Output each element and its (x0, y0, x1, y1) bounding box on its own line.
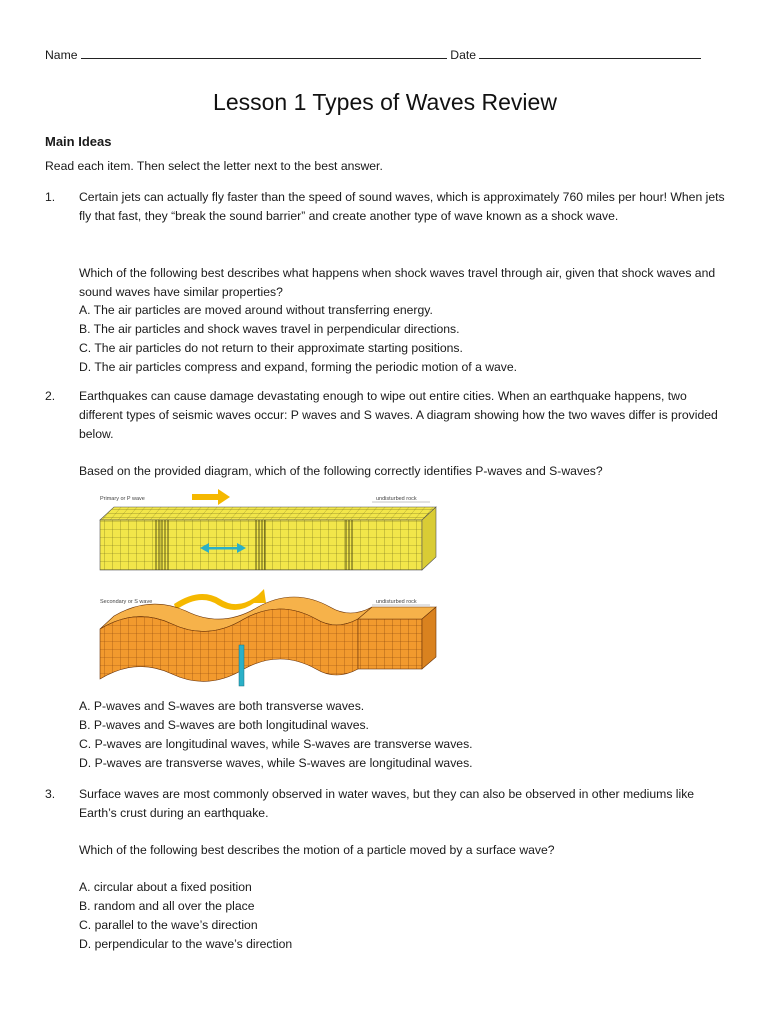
choice-3c[interactable]: C. parallel to the wave’s direction (79, 918, 258, 932)
date-label: Date (450, 48, 477, 62)
choice-1d[interactable]: D. The air particles compress and expand, forming the periodic motion of a wave. (79, 360, 518, 374)
choice-2c[interactable]: C. P-waves are longitudinal waves, while S-waves are transverse waves. (79, 737, 473, 751)
s-wave-label: Secondary or S wave (100, 599, 153, 605)
p-propagation-arrow-icon (192, 489, 230, 505)
instructions: Read each item. Then select the letter next to the best answer. (45, 159, 383, 173)
page-title: Lesson 1 Types of Waves Review (213, 89, 557, 115)
question-3-text: Surface waves are most commonly observed in water waves, but they can also be observed in other mediums like Earth’s crust during an earthquake. (79, 787, 695, 820)
date-field[interactable] (479, 47, 701, 59)
s-particle-motion-arrow-icon (239, 645, 244, 686)
question-2-number: 2. (45, 389, 56, 403)
question-1-prompt: Which of the following best describes what happens when shock waves travel through air, given that shock waves and sound waves have similar properties? (79, 266, 716, 299)
choice-2d[interactable]: D. P-waves are transverse waves, while S-waves are longitudinal waves. (79, 756, 473, 770)
choice-1b[interactable]: B. The air particles and shock waves travel in perpendicular directions. (79, 322, 460, 336)
name-date-header (45, 47, 725, 62)
choice-2b[interactable]: B. P-waves and S-waves are both longitudinal waves. (79, 718, 369, 732)
name-label: Name (45, 48, 78, 62)
choice-3a[interactable]: A. circular about a fixed position (79, 880, 252, 894)
question-1-text: Certain jets can actually fly faster than the speed of sound waves, which is approximately 760 miles per hour! When jets fly that fast, they “break the sound barrier” and create another type of wave known as a shock wave. (79, 190, 725, 223)
seismic-wave-diagram (96, 489, 441, 689)
choice-1a[interactable]: A. The air particles are moved around without transferring energy. (79, 303, 433, 317)
question-3-prompt: Which of the following best describes the motion of a particle moved by a surface wave? (79, 843, 555, 857)
question-1-choices (79, 301, 517, 377)
name-field[interactable] (81, 47, 447, 59)
section-heading: Main Ideas (45, 134, 112, 149)
p-rock-label: undisturbed rock (376, 496, 417, 502)
choice-1c[interactable]: C. The air particles do not return to their approximate starting positions. (79, 341, 463, 355)
s-rock-label: undisturbed rock (376, 599, 417, 605)
question-1-number: 1. (45, 190, 56, 204)
choice-3b[interactable]: B. random and all over the place (79, 899, 255, 913)
question-3-choices (79, 878, 292, 954)
question-2-text: Earthquakes can cause damage devastating enough to wipe out entire cities. When an earthquake happens, two different types of seismic waves occur: P waves and S waves. A diagram showing how the two waves differ is provided below. (79, 389, 718, 441)
question-2-choices (79, 697, 473, 773)
question-3-number: 3. (45, 787, 56, 801)
s-propagation-arrow-icon (174, 589, 266, 610)
question-2-prompt: Based on the provided diagram, which of the following correctly identifies P-waves and S-waves? (79, 464, 603, 478)
p-wave-label: Primary or P wave (100, 496, 145, 502)
choice-2a[interactable]: A. P-waves and S-waves are both transverse waves. (79, 699, 365, 713)
choice-3d[interactable]: D. perpendicular to the wave’s direction (79, 937, 293, 951)
